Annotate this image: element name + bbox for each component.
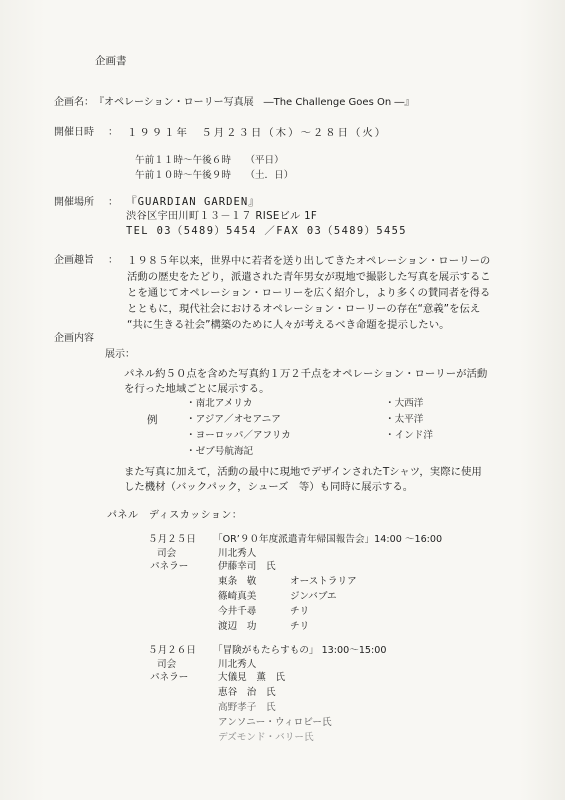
- venue-name: 『GUARDIAN GARDEN』: [126, 196, 260, 208]
- panelist-name: 篠崎真美: [218, 591, 257, 602]
- hours-weekend: 午前１０時～午後９時 （土．日）: [135, 170, 294, 181]
- panelist-name: 東条 敬: [218, 576, 257, 587]
- panel1-moderator: 川北秀人: [218, 548, 257, 559]
- venue-label: 開催場所: [54, 197, 94, 208]
- doc-type-heading: 企画書: [95, 55, 127, 67]
- panelist-country: オーストラリア: [290, 576, 357, 587]
- purpose-line: とを通じてオペレーション・ローリーを広く紹介し，より多くの賛同者を得る: [127, 287, 491, 299]
- purpose-line: １９８５年以来，世界中に若者を送り出してきたオペレーション・ローリーの: [127, 255, 491, 267]
- panelist-name: 渡辺 功: [218, 621, 257, 632]
- panelist-name: 伊藤幸司 氏: [218, 561, 276, 572]
- region-item: ・太平洋: [385, 414, 424, 425]
- panelist-name: 高野孝子 氏: [218, 702, 276, 713]
- region-item: ・アジア／オセアニア: [186, 414, 281, 425]
- panelist-name: 恵谷 治 氏: [218, 687, 276, 698]
- panelist-country: チリ: [290, 621, 310, 632]
- purpose-line: 活動の歴史をたどり，派遣された青年男女が現地で撮影した写真を展示するこ: [127, 271, 491, 283]
- exhibit-extra-line: した機材（バックパック，シューズ 等）も同時に展示する。: [124, 481, 414, 493]
- region-item: ・ゼブ号航海記: [186, 446, 254, 457]
- panelist-name: 今井千尋: [218, 606, 257, 617]
- venue-address: 渋谷区宇田川町１３－１７ RISEビル 1F: [126, 211, 318, 222]
- exhibit-line: パネル約５０点を含めた写真約１万２千点をオペレーション・ローリーが活動: [124, 368, 488, 380]
- purpose-line: “共に生きる社会”構築のために人々が考えるべき命題を提示したい。: [127, 319, 450, 331]
- project-name-value: 『オペレーション・ローリー写真展 ―The Challenge Goes On ―』: [94, 97, 415, 108]
- content-label: 企画内容: [54, 333, 94, 344]
- panel1-date: ５月２５日: [148, 534, 196, 545]
- panelist-name: 大儀見 薫 氏: [218, 672, 286, 683]
- panel1-moderator-label: 司会: [157, 548, 177, 559]
- exhibit-heading: 展示：: [105, 349, 135, 360]
- exhibit-extra-line: また写真に加えて，活動の最中に現地でデザインされたTシャツ，実際に使用: [124, 466, 482, 478]
- panelist-name: デズモンド・バリー氏: [218, 732, 314, 743]
- hours-weekday: 午前１１時～午後６時 （平日）: [135, 155, 284, 166]
- panel2-panelist-label: パネラー: [150, 672, 189, 683]
- panelist-country: チリ: [290, 606, 310, 617]
- venue-tel-fax: TEL 03（5489）5454 ／FAX 03（5489）5455: [126, 225, 407, 237]
- project-name-label: 企画名：: [54, 97, 94, 108]
- region-item: ・大西洋: [385, 398, 424, 409]
- dates-range: １９９１年 ５月２３日（木）～２８日（火）: [127, 127, 388, 139]
- exhibit-line: を行った地域ごとに展示する。: [124, 383, 270, 395]
- panel2-date: ５月２６日: [148, 645, 196, 656]
- region-item: ・ヨーロッパ／アフリカ: [186, 430, 291, 441]
- region-item: ・インド洋: [385, 430, 433, 441]
- panelist-name: アンソニー・ウィロビー氏: [218, 717, 332, 728]
- dates-colon: ：: [108, 127, 118, 138]
- panel2-moderator: 川北秀人: [218, 659, 257, 670]
- purpose-label: 企画趣旨: [54, 255, 94, 266]
- panel2-title: 「冒険がもたらすもの」 13:00～15:00: [213, 645, 387, 656]
- region-item: ・南北アメリカ: [186, 398, 253, 409]
- panel1-panelist-label: パネラー: [150, 561, 189, 572]
- panel2-moderator-label: 司会: [157, 659, 177, 670]
- panelist-country: ジンバブエ: [290, 591, 337, 602]
- purpose-line: とともに，現代社会におけるオペレーション・ローリーの存在“意義”を伝え: [127, 303, 481, 315]
- dates-label: 開催日時: [54, 127, 94, 138]
- purpose-colon: ：: [108, 255, 118, 266]
- panel-discussion-heading: パネル ディスカッション：: [107, 510, 243, 521]
- venue-colon: ：: [108, 197, 118, 208]
- example-label: 例: [147, 414, 158, 426]
- panel1-title: 「OR’９０年度派遣青年帰国報告会」14:00 ～16:00: [213, 534, 443, 545]
